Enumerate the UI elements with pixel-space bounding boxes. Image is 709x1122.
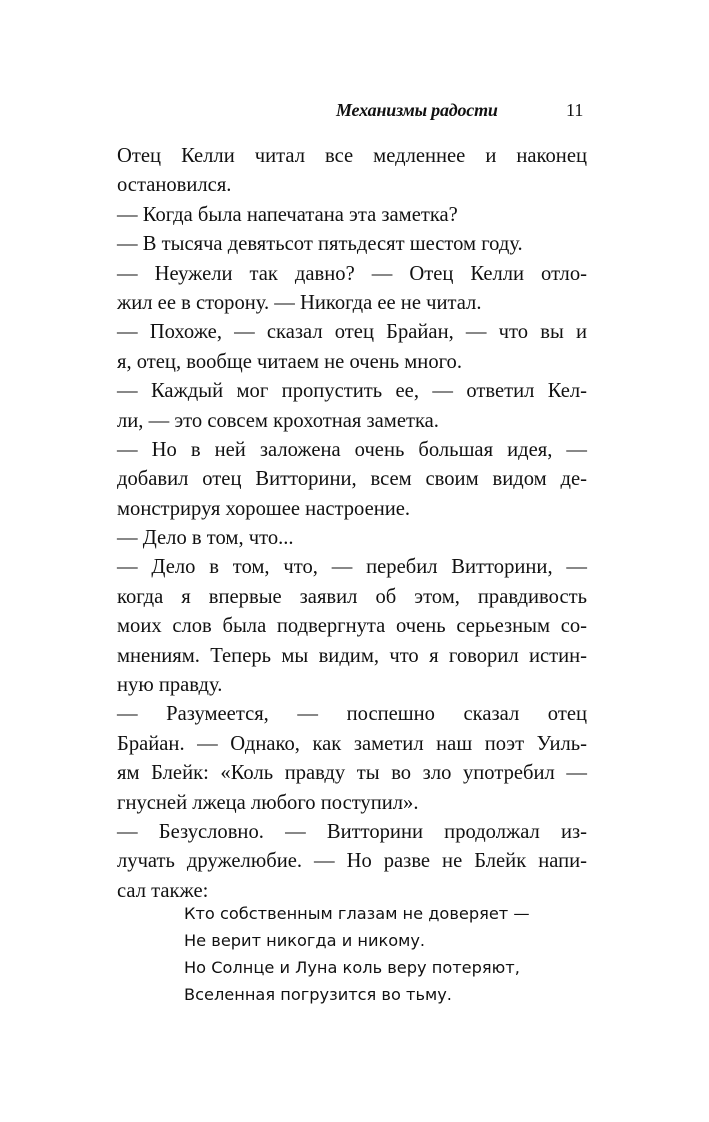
text-line: — Безусловно. — Витторини продолжал из-: [117, 820, 587, 843]
poem-line: Вселенная погрузится во тьму.: [184, 985, 452, 1004]
text-line: жил ее в сторону. — Никогда ее не читал.: [117, 291, 482, 314]
text-line: — Дело в том, что...: [117, 527, 294, 550]
text-line: остановился.: [117, 174, 232, 197]
text-line: — Каждый мог пропустить ее, — ответил Кел-: [117, 380, 587, 403]
text-line: — Когда была напечатана эта заметка?: [117, 203, 458, 226]
text-line: лучать дружелюбие. — Но разве не Блейк напи-: [117, 850, 587, 873]
text-line: гнусней лжеца любого поступил».: [117, 791, 419, 814]
text-line: ную правду.: [117, 674, 223, 697]
text-line: я, отец, вообще читаем не очень много.: [117, 350, 463, 373]
text-line: моих слов была подвергнута очень серьезным со-: [117, 615, 587, 638]
text-line: Отец Келли читал все медленнее и наконец: [117, 145, 587, 167]
text-line: ли, — это совсем крохотная заметка.: [117, 409, 439, 432]
text-line: когда я впервые заявил об этом, правдивость: [117, 585, 587, 608]
text-line: Брайан. — Однако, как заметил наш поэт Уиль-: [117, 732, 587, 755]
text-line: — Похоже, — сказал отец Брайан, — что вы и: [117, 321, 587, 344]
poem-line: Но Солнце и Луна коль веру потеряют,: [184, 958, 520, 977]
text-line: монстрируя хорошее настроение.: [117, 497, 411, 520]
page-number: 11: [566, 100, 584, 120]
text-line: — Неужели так давно? — Отец Келли отло-: [117, 262, 587, 285]
body-text: [117, 142, 587, 906]
text-line: добавил отец Витторини, всем своим видом де-: [117, 468, 587, 491]
text-line: — В тысяча девятьсот пятьдесят шестом году.: [117, 233, 523, 256]
text-line: — Разумеется, — поспешно сказал отец: [117, 703, 587, 726]
poem: [184, 900, 530, 1008]
text-line: сал также:: [117, 879, 209, 902]
text-line: — Но в ней заложена очень большая идея, —: [117, 438, 587, 461]
poem-line: Не верит никогда и никому.: [184, 931, 426, 950]
running-head: Механизмы радости: [336, 100, 498, 120]
poem-line: Кто собственным глазам не доверяет —: [184, 904, 530, 923]
text-line: ям Блейк: «Коль правду ты во зло употребил —: [117, 762, 587, 785]
text-line: мнениям. Теперь мы видим, что я говорил истин-: [117, 644, 587, 667]
text-line: — Дело в том, что, — перебил Витторини, —: [117, 556, 587, 579]
